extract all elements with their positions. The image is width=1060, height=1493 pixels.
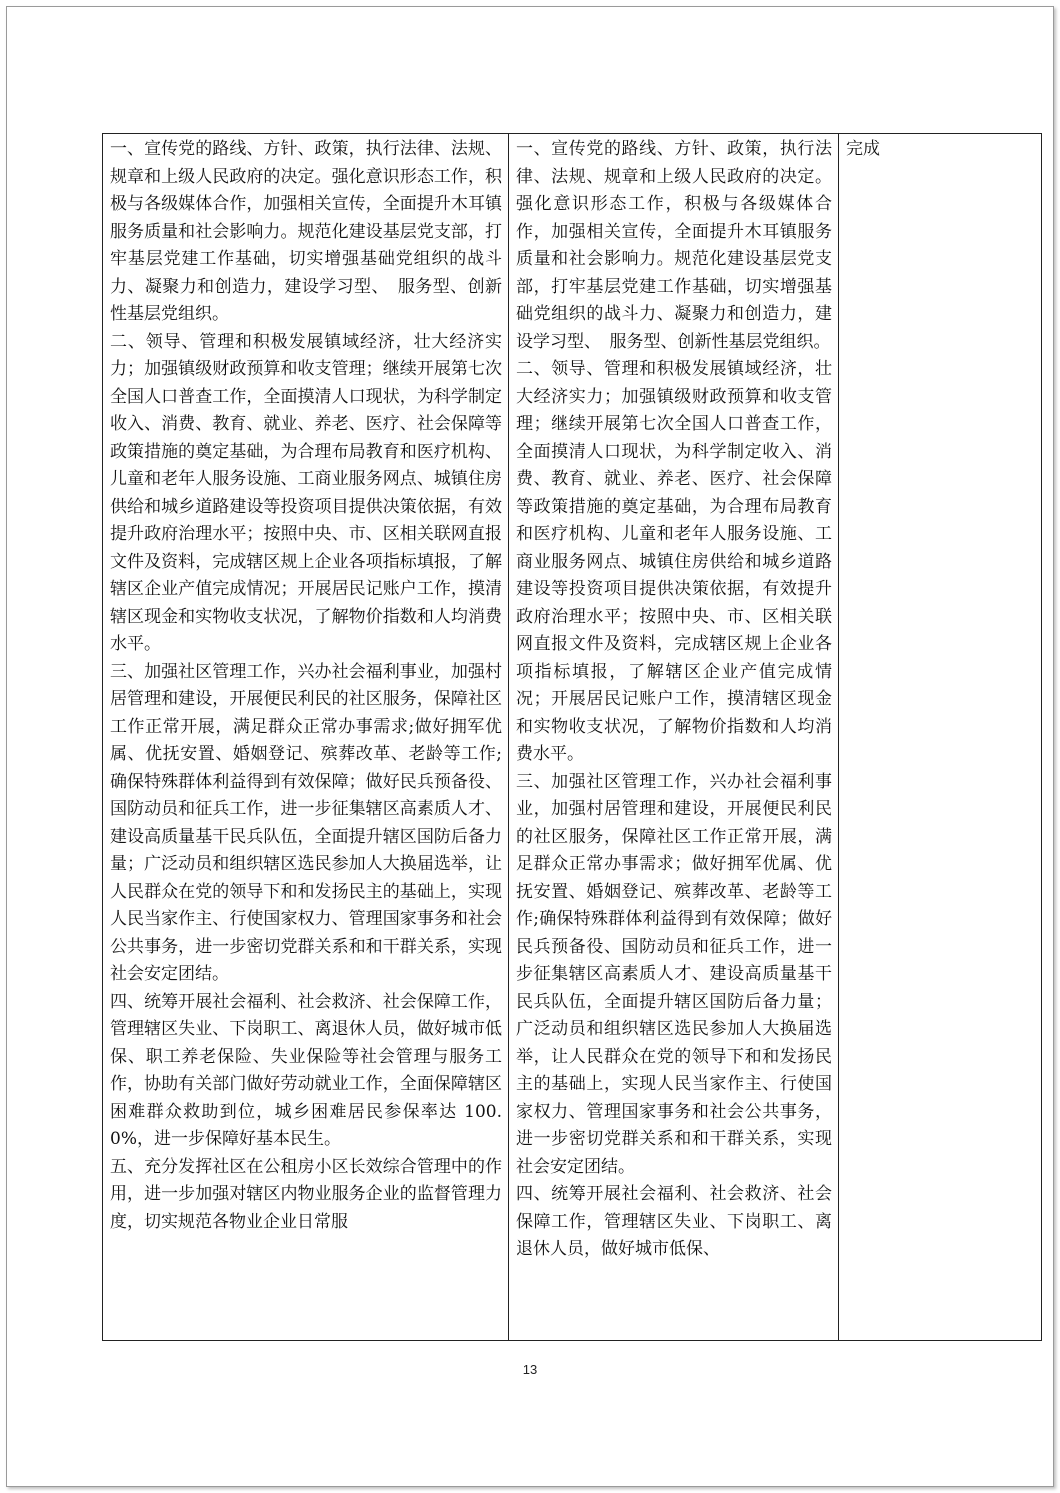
paragraph-2: 二、领导、管理和积极发展镇域经济，壮大经济实力；加强镇级财政预算和收支管理；继续开展第七次全国人口普查工作，全面摸清人口现状，为科学制定收入、消费、教育、就业、养老、医疗、社会保障等政策措施的奠定基础，为合理布局教育和医疗机构、儿童和老年人服务设施、工商业服务网点、城镇住房供给和城乡道路建设等投资项目提供决策依据，有效提升政府治理水平；按照中央、市、区相关联网直报文件及资料，完成辖区规上企业各项指标填报，了解辖区企业产值完成情况；开展居民记账户工作，摸清辖区现金和实物收支状况，了解物价指数和人均消费水平。 [516, 359, 832, 764]
paragraph-4: 四、统筹开展社会福利、社会救济、社会保障工作，管理辖区失业、下岗职工、离退休人员，做好城市低保、 [516, 1184, 832, 1259]
table-cell-task-content [103, 134, 509, 1340]
content-table [102, 133, 1042, 1341]
paragraph-1: 一、宣传党的路线、方针、政策，执行法律、法规、规章和上级人民政府的决定。强化意识形态工作，积极与各级媒体合作，加强相关宣传，全面提升木耳镇服务质量和社会影响力。规范化建设基层党支部，打牢基层党建工作基础，切实增强基础党组织的战斗力、凝聚力和创造力，建设学习型、 服务型、创新性基层党组织。 [516, 139, 832, 352]
paragraph-3: 三、加强社区管理工作，兴办社会福利事业，加强村居管理和建设，开展便民利民的社区服务，保障社区工作正常开展，满足群众正常办事需求；做好拥军优属、优抚安置、婚姻登记、殡葬改革、老龄等工作;确保特殊群体利益得到有效保障；做好民兵预备役、国防动员和征兵工作，进一步征集辖区高素质人才、建设高质量基干民兵队伍，全面提升辖区国防后备力量；广泛动员和组织辖区选民参加人大换届选举，让人民群众在党的领导下和和发扬民主的基础上，实现人民当家作主、行使国家权力、管理国家事务和社会公共事务，进一步密切党群关系和和干群关系，实现社会安定团结。 [516, 771, 832, 1177]
table-cell-status [839, 134, 1040, 1340]
paragraph-4: 四、统筹开展社会福利、社会救济、社会保障工作，管理辖区失业、下岗职工、离退休人员，做好城市低保、职工养老保险、失业保险等社会管理与服务工作，协助有关部门做好劳动就业工作，全面保障辖区困难群众救助到位，城乡困难居民参保率达 100.0%，进一步保障好基本民生。 [110, 991, 502, 1149]
page-number: 13 [522, 1362, 538, 1377]
table-cell-completion-content [509, 134, 839, 1340]
paragraph-3: 三、加强社区管理工作，兴办社会福利事业，加强村居管理和建设，开展便民利民的社区服务，保障社区工作正常开展，满足群众正常办事需求;做好拥军优属、优抚安置、婚姻登记、殡葬改革、老龄等工作;确保特殊群体利益得到有效保障；做好民兵预备役、国防动员和征兵工作，进一步征集辖区高素质人才、建设高质量基干民兵队伍，全面提升辖区国防后备力量；广泛动员和组织辖区选民参加人大换届选举，让人民群众在党的领导下和和发扬民主的基础上，实现人民当家作主、行使国家权力、管理国家事务和社会公共事务，进一步密切党群关系和和干群关系，实现社会安定团结。 [110, 661, 502, 984]
paragraph-5: 五、充分发挥社区在公租房小区长效综合管理中的作用，进一步加强对辖区内物业服务企业的监督管理力度，切实规范各物业企业日常服 [110, 1156, 502, 1232]
paragraph-2: 二、领导、管理和积极发展镇域经济，壮大经济实力；加强镇级财政预算和收支管理；继续开展第七次全国人口普查工作，全面摸清人口现状，为科学制定收入、消费、教育、就业、养老、医疗、社会保障等政策措施的奠定基础，为合理布局教育和医疗机构、儿童和老年人服务设施、工商业服务网点、城镇住房供给和城乡道路建设等投资项目提供决策依据，有效提升政府治理水平；按照中央、市、区相关联网直报文件及资料，完成辖区规上企业各项指标填报，了解辖区企业产值完成情况；开展居民记账户工作，摸清辖区现金和实物收支状况，了解物价指数和人均消费水平。 [110, 331, 502, 654]
status-text: 完成 [846, 139, 880, 159]
paragraph-1: 一、宣传党的路线、方针、政策，执行法律、法规、规章和上级人民政府的决定。强化意识形态工作，积极与各级媒体合作，加强相关宣传，全面提升木耳镇服务质量和社会影响力。规范化建设基层党支部，打牢基层党建工作基础，切实增强基础党组织的战斗力、凝聚力和创造力，建设学习型、 服务型、创新性基层党组织。 [110, 139, 502, 324]
